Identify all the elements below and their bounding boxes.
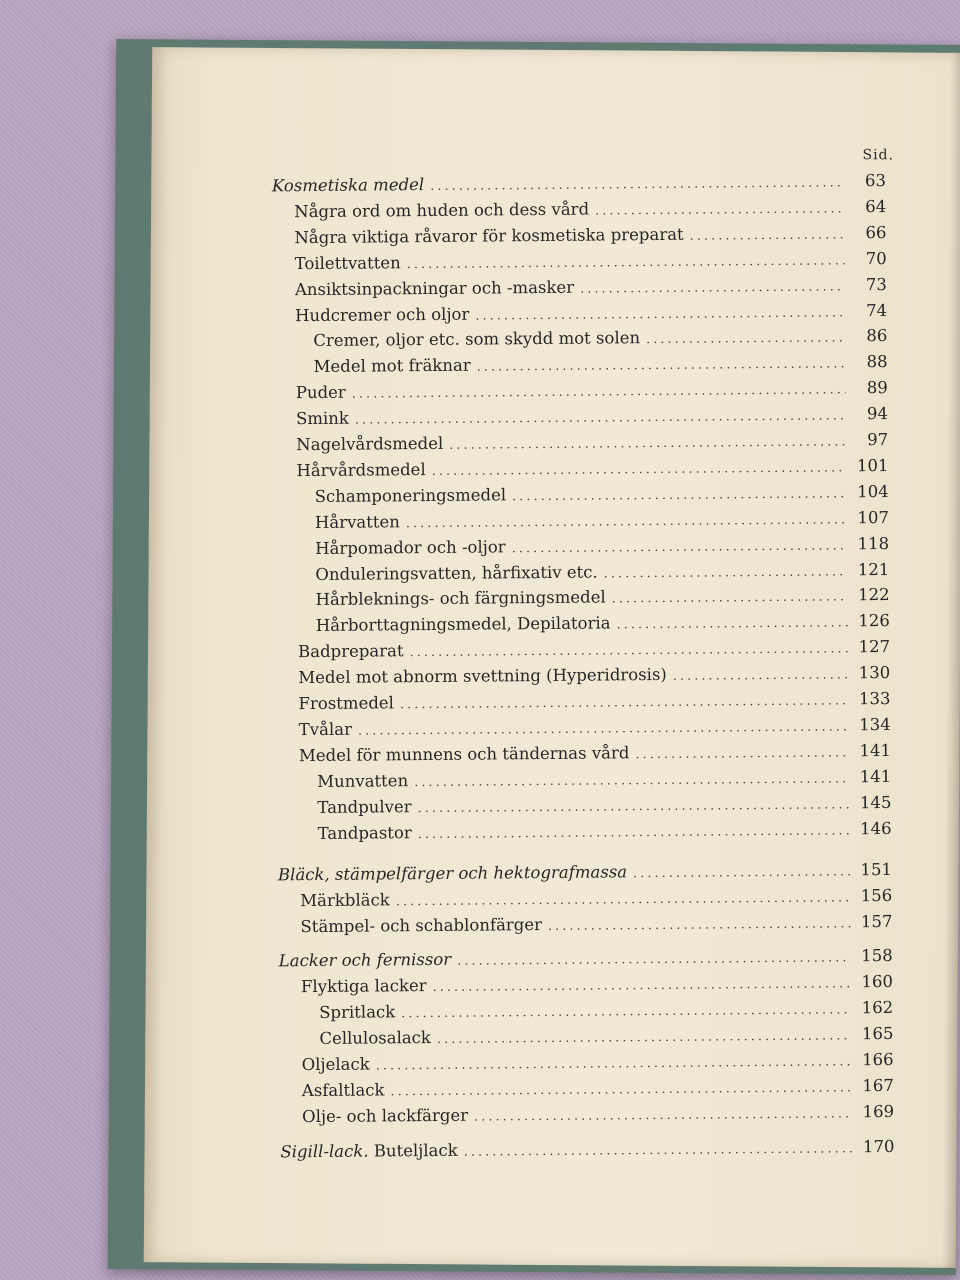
toc-entry-title: Schamponeringsmedel: [314, 485, 507, 506]
toc-entry: [313, 326, 887, 355]
page-edge-shadow: [942, 53, 960, 1268]
dot-leader: [457, 950, 851, 968]
dot-leader: [355, 408, 846, 427]
toc-page-number: 170: [862, 1137, 895, 1157]
toc-entry: [319, 998, 893, 1027]
dot-leader: [418, 797, 850, 816]
toc-page-number: 166: [862, 1049, 894, 1069]
toc-entry-title: Spritlack: [319, 1002, 396, 1022]
toc-entry: [295, 275, 887, 304]
dot-leader: [646, 331, 845, 348]
toc-entry-title: Hudcremer och oljor: [295, 304, 470, 325]
toc-entry-title: Asfaltlack: [301, 1079, 385, 1100]
toc-page-number: 89: [866, 378, 888, 398]
dot-leader: [437, 1028, 852, 1047]
toc-entry: [296, 404, 888, 433]
toc-entry-title: Medel mot abnorm svettning (Hyperidrosis): [298, 665, 667, 688]
toc-entry: [272, 171, 886, 200]
dot-leader: [512, 486, 847, 504]
toc-entry-title: Hårpomador och -oljor: [315, 536, 506, 558]
toc-page-number: 97: [867, 429, 889, 450]
toc-entry-title: Lacker och fernissor: [278, 949, 452, 971]
toc-entry: [319, 1024, 893, 1053]
dot-leader: [612, 590, 848, 607]
toc-entry: [302, 1050, 894, 1079]
toc-entry-title: Cremer, oljor etc. som skydd mot solen: [313, 328, 641, 351]
toc-entry: [280, 1137, 894, 1166]
toc-entry: [315, 559, 889, 588]
toc-page-number: 141: [859, 740, 892, 761]
toc-page-number: 156: [860, 886, 893, 906]
toc-entry: [302, 1101, 894, 1130]
toc-entry-title: [280, 1141, 457, 1162]
toc-page-number: 94: [866, 404, 889, 424]
dot-leader: [430, 175, 844, 194]
toc-entry: [316, 585, 890, 614]
dot-leader: [396, 891, 851, 910]
toc-entry: [299, 741, 891, 770]
toc-page-number: 74: [866, 300, 888, 320]
toc-page-number: 167: [862, 1075, 894, 1095]
toc-entry-title: Stämpel- och schablonfärger: [300, 915, 543, 937]
toc-entry-title: Munvatten: [317, 770, 409, 791]
dot-leader: [617, 616, 848, 633]
toc-page-number: 122: [858, 585, 890, 605]
dot-leader: [407, 253, 845, 272]
toc-entry-title: Märkbläck: [300, 890, 390, 911]
toc-entry: [300, 886, 892, 915]
toc-entry-title-rest: Buteljlack: [368, 1141, 458, 1161]
toc-page-number: 134: [859, 714, 891, 735]
toc-entry: [317, 767, 891, 796]
toc-entry-title: Hårborttagningsmedel, Depilatoria: [315, 613, 611, 636]
toc-entry: [315, 482, 889, 511]
dot-leader: [410, 642, 849, 661]
dot-leader: [390, 1080, 852, 1099]
dot-leader: [512, 538, 848, 556]
toc-entry-title: Cellulosalack: [319, 1027, 431, 1048]
toc-entry: [317, 793, 891, 822]
dot-leader: [690, 227, 845, 243]
toc-page-number: 88: [866, 352, 888, 372]
toc-page-number: 130: [858, 663, 891, 683]
toc-entry-title: Badpreparat: [297, 641, 404, 662]
dot-leader: [475, 305, 845, 323]
toc-entry-title: Toilettvatten: [294, 252, 401, 273]
toc-page-number: 118: [857, 533, 890, 553]
toc-entry-title-italic: Sigill-lack.: [280, 1141, 369, 1162]
dot-leader: [449, 434, 846, 452]
toc-page-number: 101: [856, 455, 889, 476]
toc-page-number: 165: [861, 1023, 894, 1044]
toc-entry-title: Medel för munnens och tändernas vård: [298, 743, 630, 765]
toc-entry-title: Olje- och lackfärger: [302, 1105, 469, 1126]
toc-entry-title: Hårbleknings- och färgningsmedel: [315, 587, 606, 610]
toc-entry-title: Smink: [295, 408, 349, 429]
toc-page-number: 160: [861, 971, 894, 992]
toc-page-number: 157: [860, 912, 893, 932]
dot-leader: [595, 201, 844, 218]
toc-entry-title: Ansiktsinpackningar och -masker: [294, 277, 575, 299]
toc-entry: [298, 689, 890, 718]
toc-page-number: 86: [866, 326, 888, 346]
toc-entry-title: Frostmedel: [298, 693, 394, 714]
dot-leader: [414, 771, 849, 790]
toc-entry: [302, 1076, 894, 1105]
toc-page-number: 169: [862, 1101, 895, 1121]
toc-page-number: 141: [859, 766, 892, 786]
toc-entry: [315, 534, 889, 563]
toc-entry: [313, 352, 887, 381]
toc-entry: [300, 912, 892, 941]
toc-entry: [318, 818, 892, 847]
toc-entry-title: Puder: [295, 382, 346, 403]
toc-entry: [296, 378, 888, 407]
dot-leader: [477, 357, 846, 375]
toc-entry-title: Tandpastor: [317, 822, 412, 843]
dot-leader: [406, 512, 847, 531]
toc-entry-title: Några viktiga råvaror för kosmetiska preparat: [294, 224, 684, 247]
toc-entry: [294, 197, 886, 226]
toc-page-number: 133: [858, 688, 891, 709]
dot-leader: [635, 745, 849, 762]
dot-leader: [673, 667, 849, 684]
book-page: [144, 47, 960, 1268]
toc-entry-title: Bläck, stämpelfärger och hektografmassa: [277, 862, 628, 885]
dot-leader: [464, 1142, 853, 1160]
toc-entry-title: Nagelvårdsmedel: [296, 433, 444, 455]
toc-page-number: 127: [858, 637, 891, 657]
toc-page-number: 145: [859, 792, 892, 812]
toc-entry-title: Hårvårdsmedel: [296, 459, 426, 481]
toc-entry-title: Oljelack: [301, 1054, 370, 1074]
toc-entry: [295, 300, 887, 329]
toc-entry-title: Kosmetiska medel: [271, 175, 425, 196]
toc-page-number: 63: [864, 170, 887, 191]
toc-page-number: 64: [865, 196, 887, 217]
dot-leader: [433, 976, 852, 995]
dot-leader: [401, 1002, 851, 1021]
toc-page-number: 121: [857, 559, 890, 579]
toc-entry: [295, 249, 887, 278]
toc-entry: [296, 456, 888, 485]
toc-entry: [279, 946, 893, 975]
toc-entry-title: Onduleringsvatten, hårfixativ etc.: [315, 562, 598, 584]
toc-page-number: 126: [858, 611, 890, 631]
toc-entry-title: Några ord om huden och dess vård: [294, 199, 590, 222]
toc-page-number: 158: [861, 946, 893, 966]
toc-page-number: 104: [857, 481, 889, 502]
dot-leader: [580, 279, 845, 296]
toc-page-number: 151: [860, 860, 893, 880]
toc-page-number: 107: [857, 507, 889, 527]
dot-leader: [376, 1054, 852, 1073]
toc-entry-title: Tvålar: [298, 719, 352, 740]
toc-entry-title: Medel mot fräknar: [313, 355, 471, 377]
toc-page-number: 66: [865, 222, 887, 242]
dot-leader: [358, 719, 849, 738]
toc-entry: [316, 611, 890, 640]
toc-entry: [278, 860, 892, 889]
toc-entry: [294, 223, 886, 252]
dot-leader: [418, 823, 850, 842]
toc-entry-title: Tandpulver: [317, 796, 412, 817]
toc-page-number: 73: [865, 274, 887, 294]
dot-leader: [432, 460, 847, 479]
toc-entry: [315, 508, 889, 537]
toc-page-number: 70: [865, 248, 887, 268]
toc-page-number: 146: [860, 818, 892, 838]
toc-entry: [299, 715, 891, 744]
dot-leader: [548, 917, 851, 935]
dot-leader: [474, 1106, 852, 1124]
dot-leader: [400, 693, 849, 712]
toc-page-number: 162: [861, 997, 894, 1018]
dot-leader: [352, 383, 846, 402]
toc-entry: [296, 430, 888, 459]
toc-entry-title: Hårvatten: [314, 511, 400, 532]
toc-entry: [298, 663, 890, 692]
page-column-heading: Sid.: [862, 147, 895, 164]
toc-entry: [301, 972, 893, 1001]
toc-entry: [298, 637, 890, 666]
dot-leader: [604, 564, 848, 581]
toc-entry-title: Flyktiga lacker: [300, 976, 427, 997]
dot-leader: [633, 865, 850, 882]
